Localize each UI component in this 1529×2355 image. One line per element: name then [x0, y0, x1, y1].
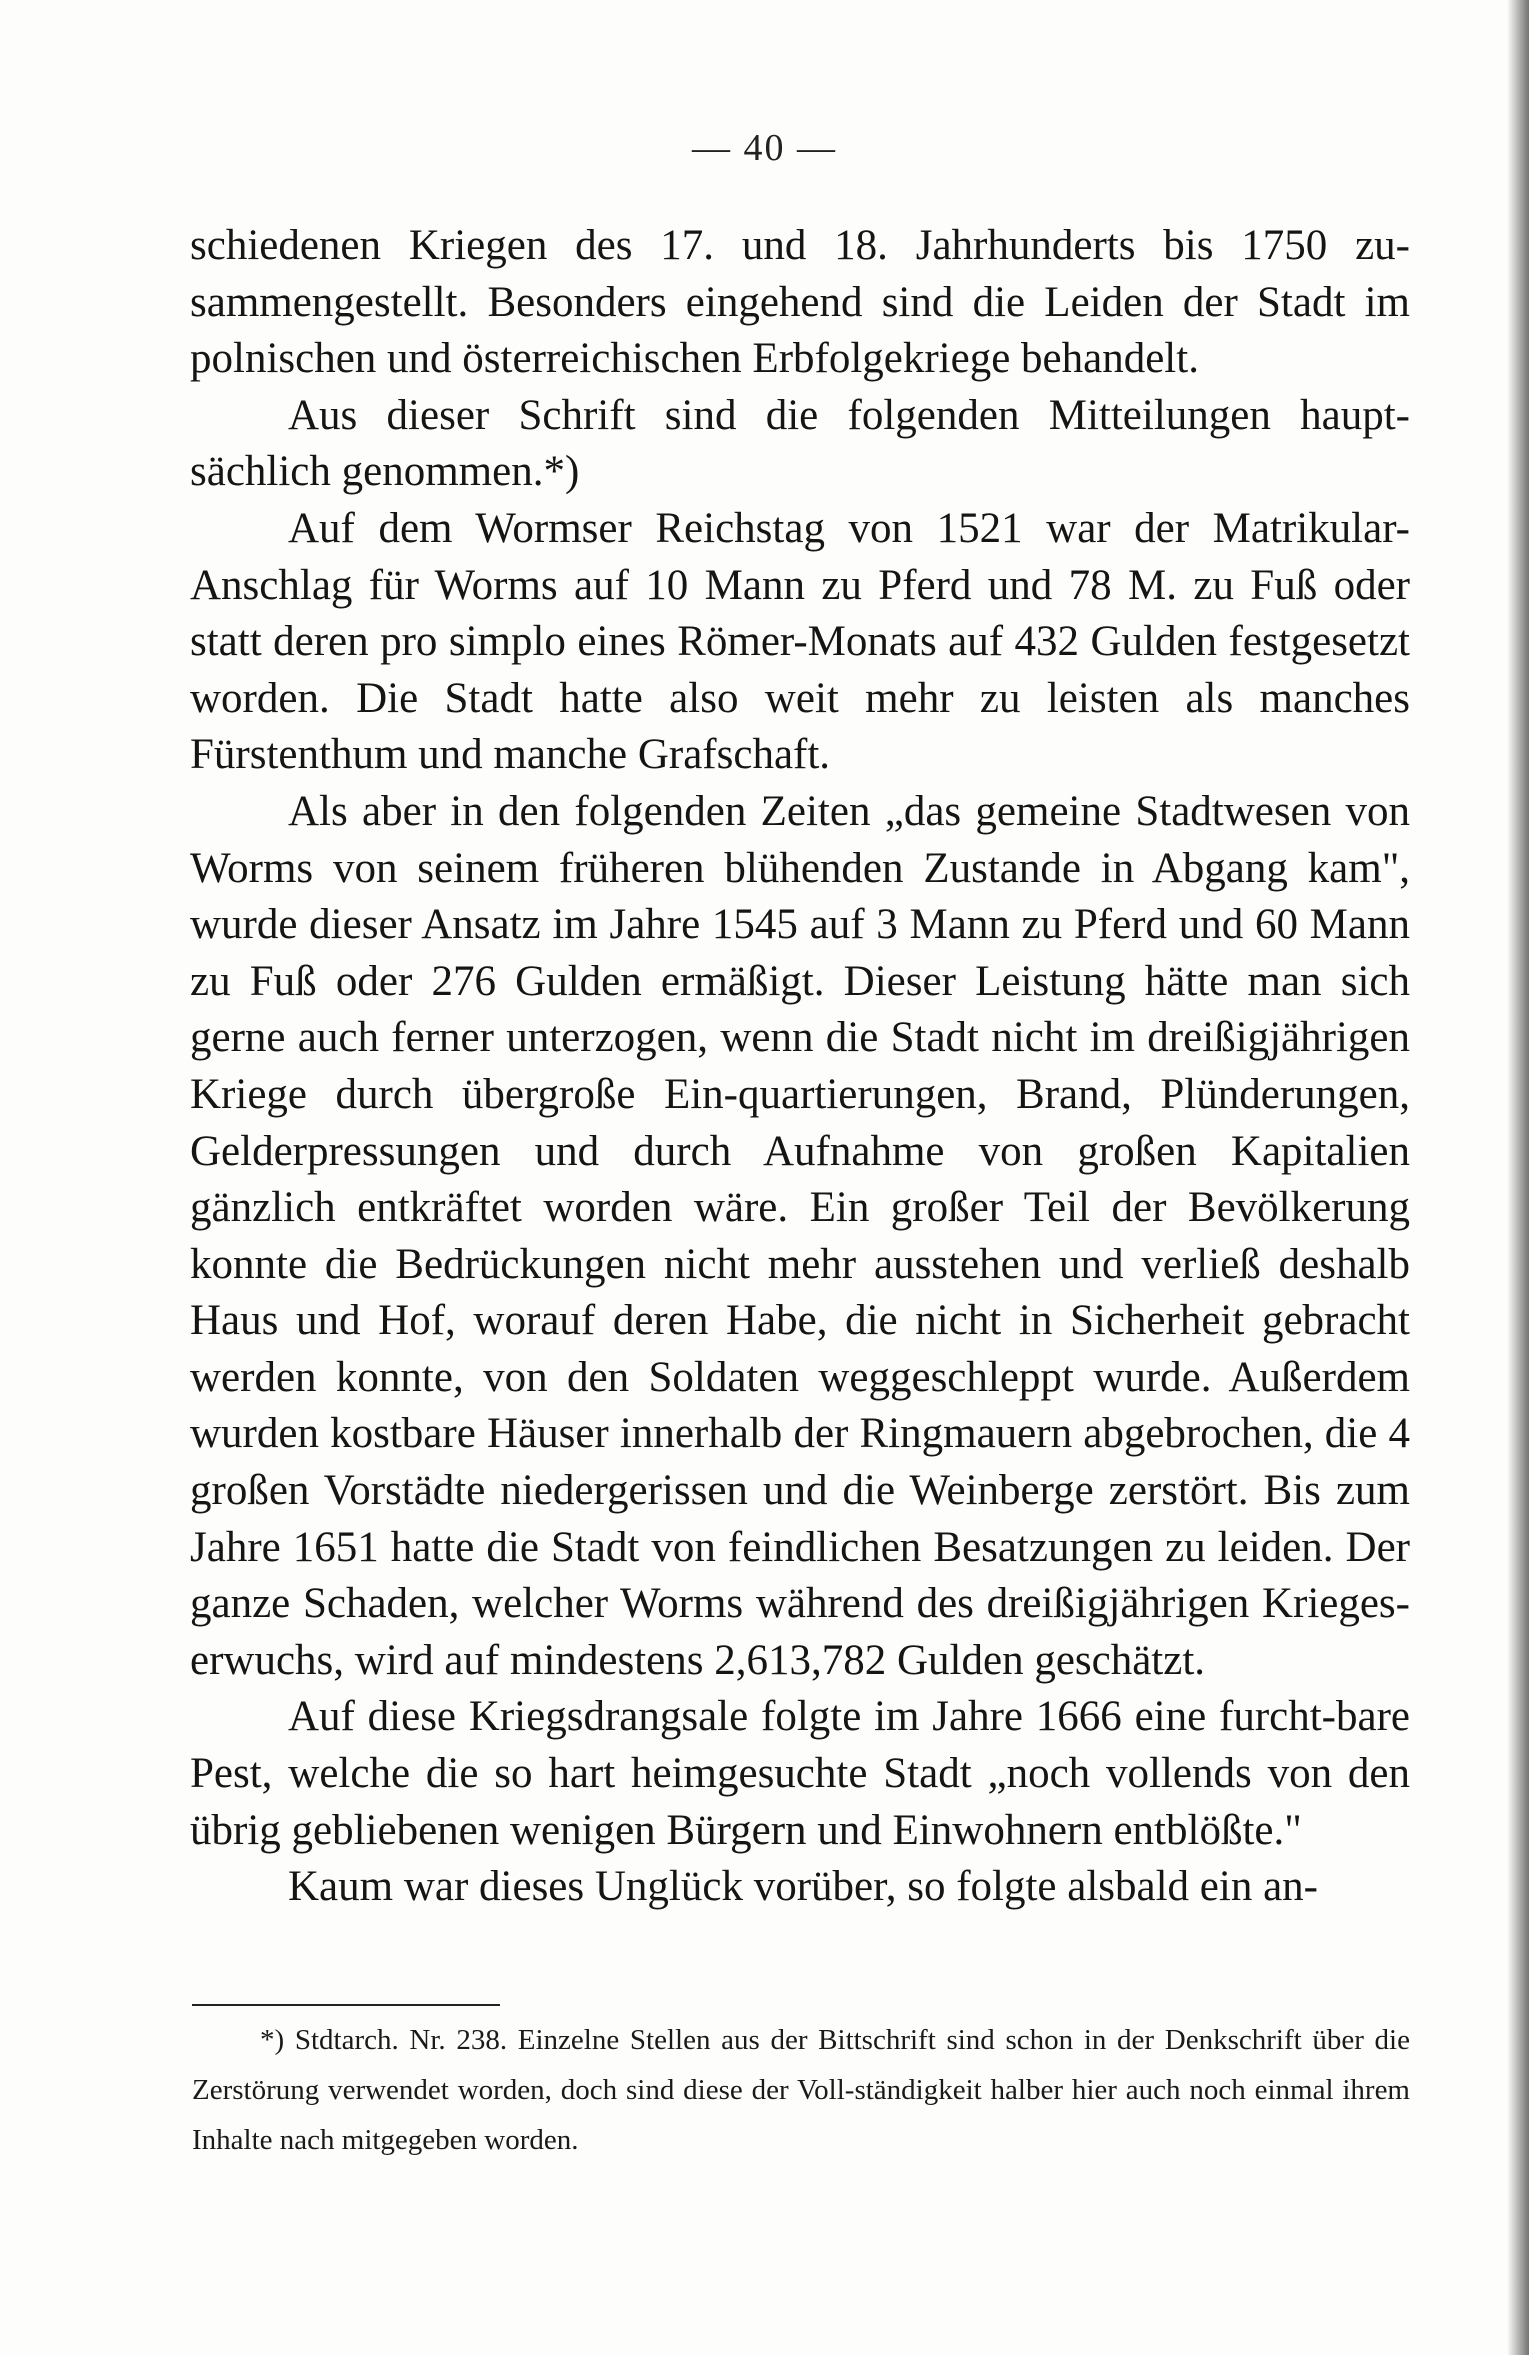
- body-text: [190, 218, 1410, 1916]
- paragraph-continuation: schiedenen Kriegen des 17. und 18. Jahrhunderts bis 1750 zu-sammengestellt. Besonders eingehend sind die Leiden der Stadt im polnischen und österreichischen Erbfolgekriege behandelt.: [190, 222, 1410, 383]
- paragraph-thirty-years-war: Als aber in den folgenden Zeiten „das gemeine Stadtwesen von Worms von seinem früheren blühenden Zustande in Abgang kam", wurde dieser Ansatz im Jahre 1545 auf 3 Mann zu Pferd und 60 Mann zu Fuß oder 276 Gulden ermäßigt. Dieser Leistung hätte man sich gerne auch ferner unterzogen, wenn die Stadt nicht im dreißigjährigen Kriege durch übergroße Ein-quartierungen, Brand, Plünderungen, Gelderpressungen und durch Aufnahme von großen Kapitalien gänzlich entkräftet worden wäre. Ein großer Teil der Bevölkerung konnte die Bedrückungen nicht mehr ausstehen und verließ deshalb Haus und Hof, worauf deren Habe, die nicht in Sicherheit gebracht werden konnte, von den Soldaten weggeschleppt wurde. Außerdem wurden kostbare Häuser innerhalb der Ringmauern abgebrochen, die 4 großen Vorstädte niedergerissen und die Weinberge zerstört. Bis zum Jahre 1651 hatte die Stadt von feindlichen Besatzungen zu leiden. Der ganze Schaden, welcher Worms während des dreißigjährigen Krieges-erwuchs, wird auf mindestens 2,613,782 Gulden geschätzt.: [190, 787, 1410, 1684]
- paragraph-closing-line: Kaum war dieses Unglück vorüber, so folgte alsbald ein an-: [288, 1863, 1318, 1911]
- paragraph-plague-1666: Auf diese Kriegsdrangsale folgte im Jahre 1666 eine furcht-bare Pest, welche die so hart heimgesuchte Stadt „noch vollends von den übrig gebliebenen wenigen Bürgern und Einwohnern entblößte.": [190, 1693, 1410, 1854]
- paragraph-reichstag-1521: Auf dem Wormser Reichstag von 1521 war der Matrikular-Anschlag für Worms auf 10 Mann zu Pferd und 78 M. zu Fuß oder statt deren pro simplo eines Römer-Monats auf 432 Gulden festgesetzt worden. Die Stadt hatte also weit mehr zu leisten als manches Fürstenthum und manche Grafschaft.: [190, 504, 1410, 779]
- footnote-divider: [192, 2004, 500, 2006]
- paragraph-source-note: Aus dieser Schrift sind die folgenden Mitteilungen haupt-sächlich genommen.*): [190, 391, 1410, 496]
- footnote: *) Stdtarch. Nr. 238. Einzelne Stellen aus der Bittschrift sind schon in der Denkschrift über die Zerstörung verwendet worden, doch sind diese der Voll-ständigkeit halber hier auch noch einmal ihrem Inhalte nach mitgegeben worden.: [192, 2024, 1410, 2156]
- page-edge-shadow: [1507, 0, 1529, 2355]
- page-number: — 40 —: [692, 127, 837, 169]
